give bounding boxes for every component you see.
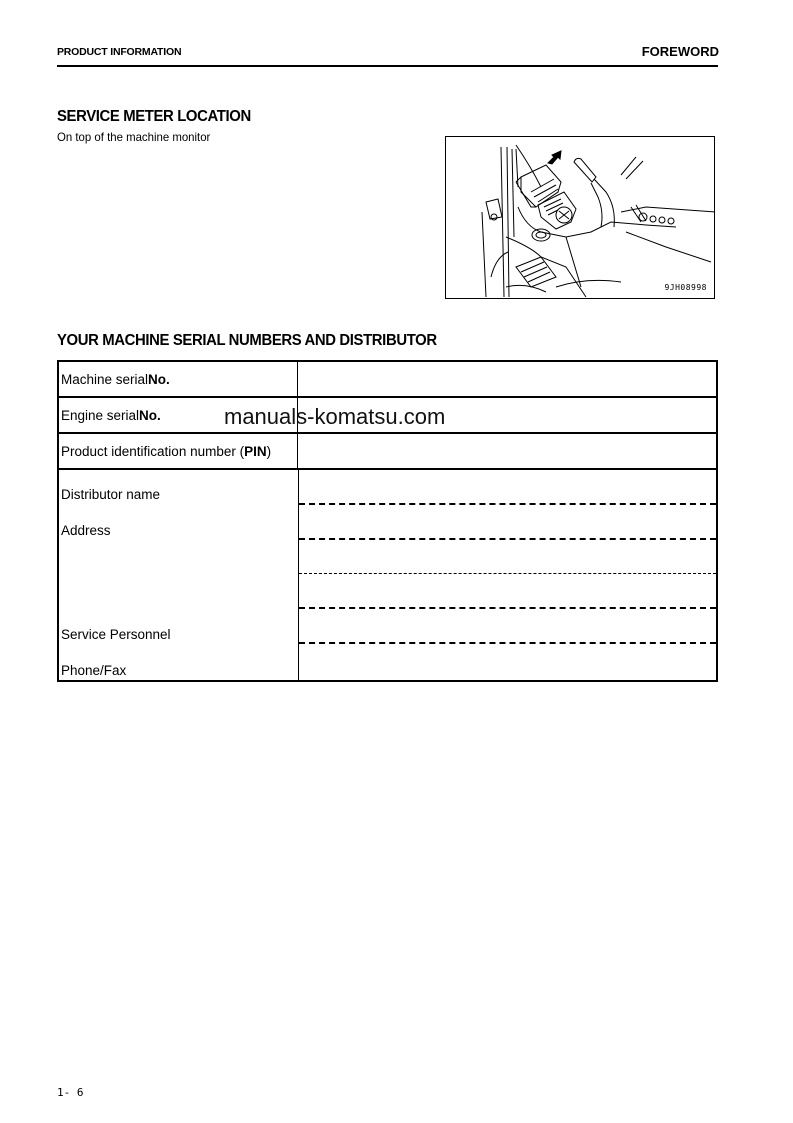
address-label: Address: [61, 523, 111, 538]
distributor-block: [57, 468, 718, 682]
service-personnel-label: Service Personnel: [61, 627, 171, 642]
pin-label: Product identification number ( PIN ): [59, 434, 298, 468]
address-line-1[interactable]: [299, 538, 716, 540]
distributor-name-line[interactable]: [299, 503, 716, 505]
cab-illustration-icon: [446, 137, 715, 299]
pin-row: [57, 432, 718, 468]
service-meter-figure: [445, 136, 715, 299]
header-chapter-label: FOREWORD: [641, 44, 719, 59]
machine-serial-field[interactable]: [298, 362, 716, 396]
service-meter-title: SERVICE METER LOCATION: [57, 108, 251, 125]
address-line-3[interactable]: [299, 607, 716, 609]
service-personnel-line[interactable]: [299, 642, 716, 644]
page-number: 1- 6: [57, 1086, 84, 1099]
machine-serial-label: Machine serial No.: [59, 362, 298, 396]
watermark-text: manuals-komatsu.com: [224, 404, 446, 429]
machine-serial-row: [57, 360, 718, 396]
serial-section-title: YOUR MACHINE SERIAL NUMBERS AND DISTRIBUTOR: [57, 332, 437, 349]
address-line-2[interactable]: [299, 573, 716, 574]
pin-field[interactable]: [298, 434, 716, 468]
header-rule: [57, 65, 718, 67]
column-divider: [298, 470, 299, 680]
service-meter-subtitle: On top of the machine monitor: [57, 130, 211, 144]
phone-fax-label: Phone/Fax: [61, 663, 127, 678]
header-section-label: PRODUCT INFORMATION: [57, 46, 182, 58]
figure-code: 9JH08998: [664, 283, 707, 292]
distributor-name-label: Distributor name: [61, 487, 161, 502]
engine-serial-label: Engine serial No.: [59, 398, 298, 432]
